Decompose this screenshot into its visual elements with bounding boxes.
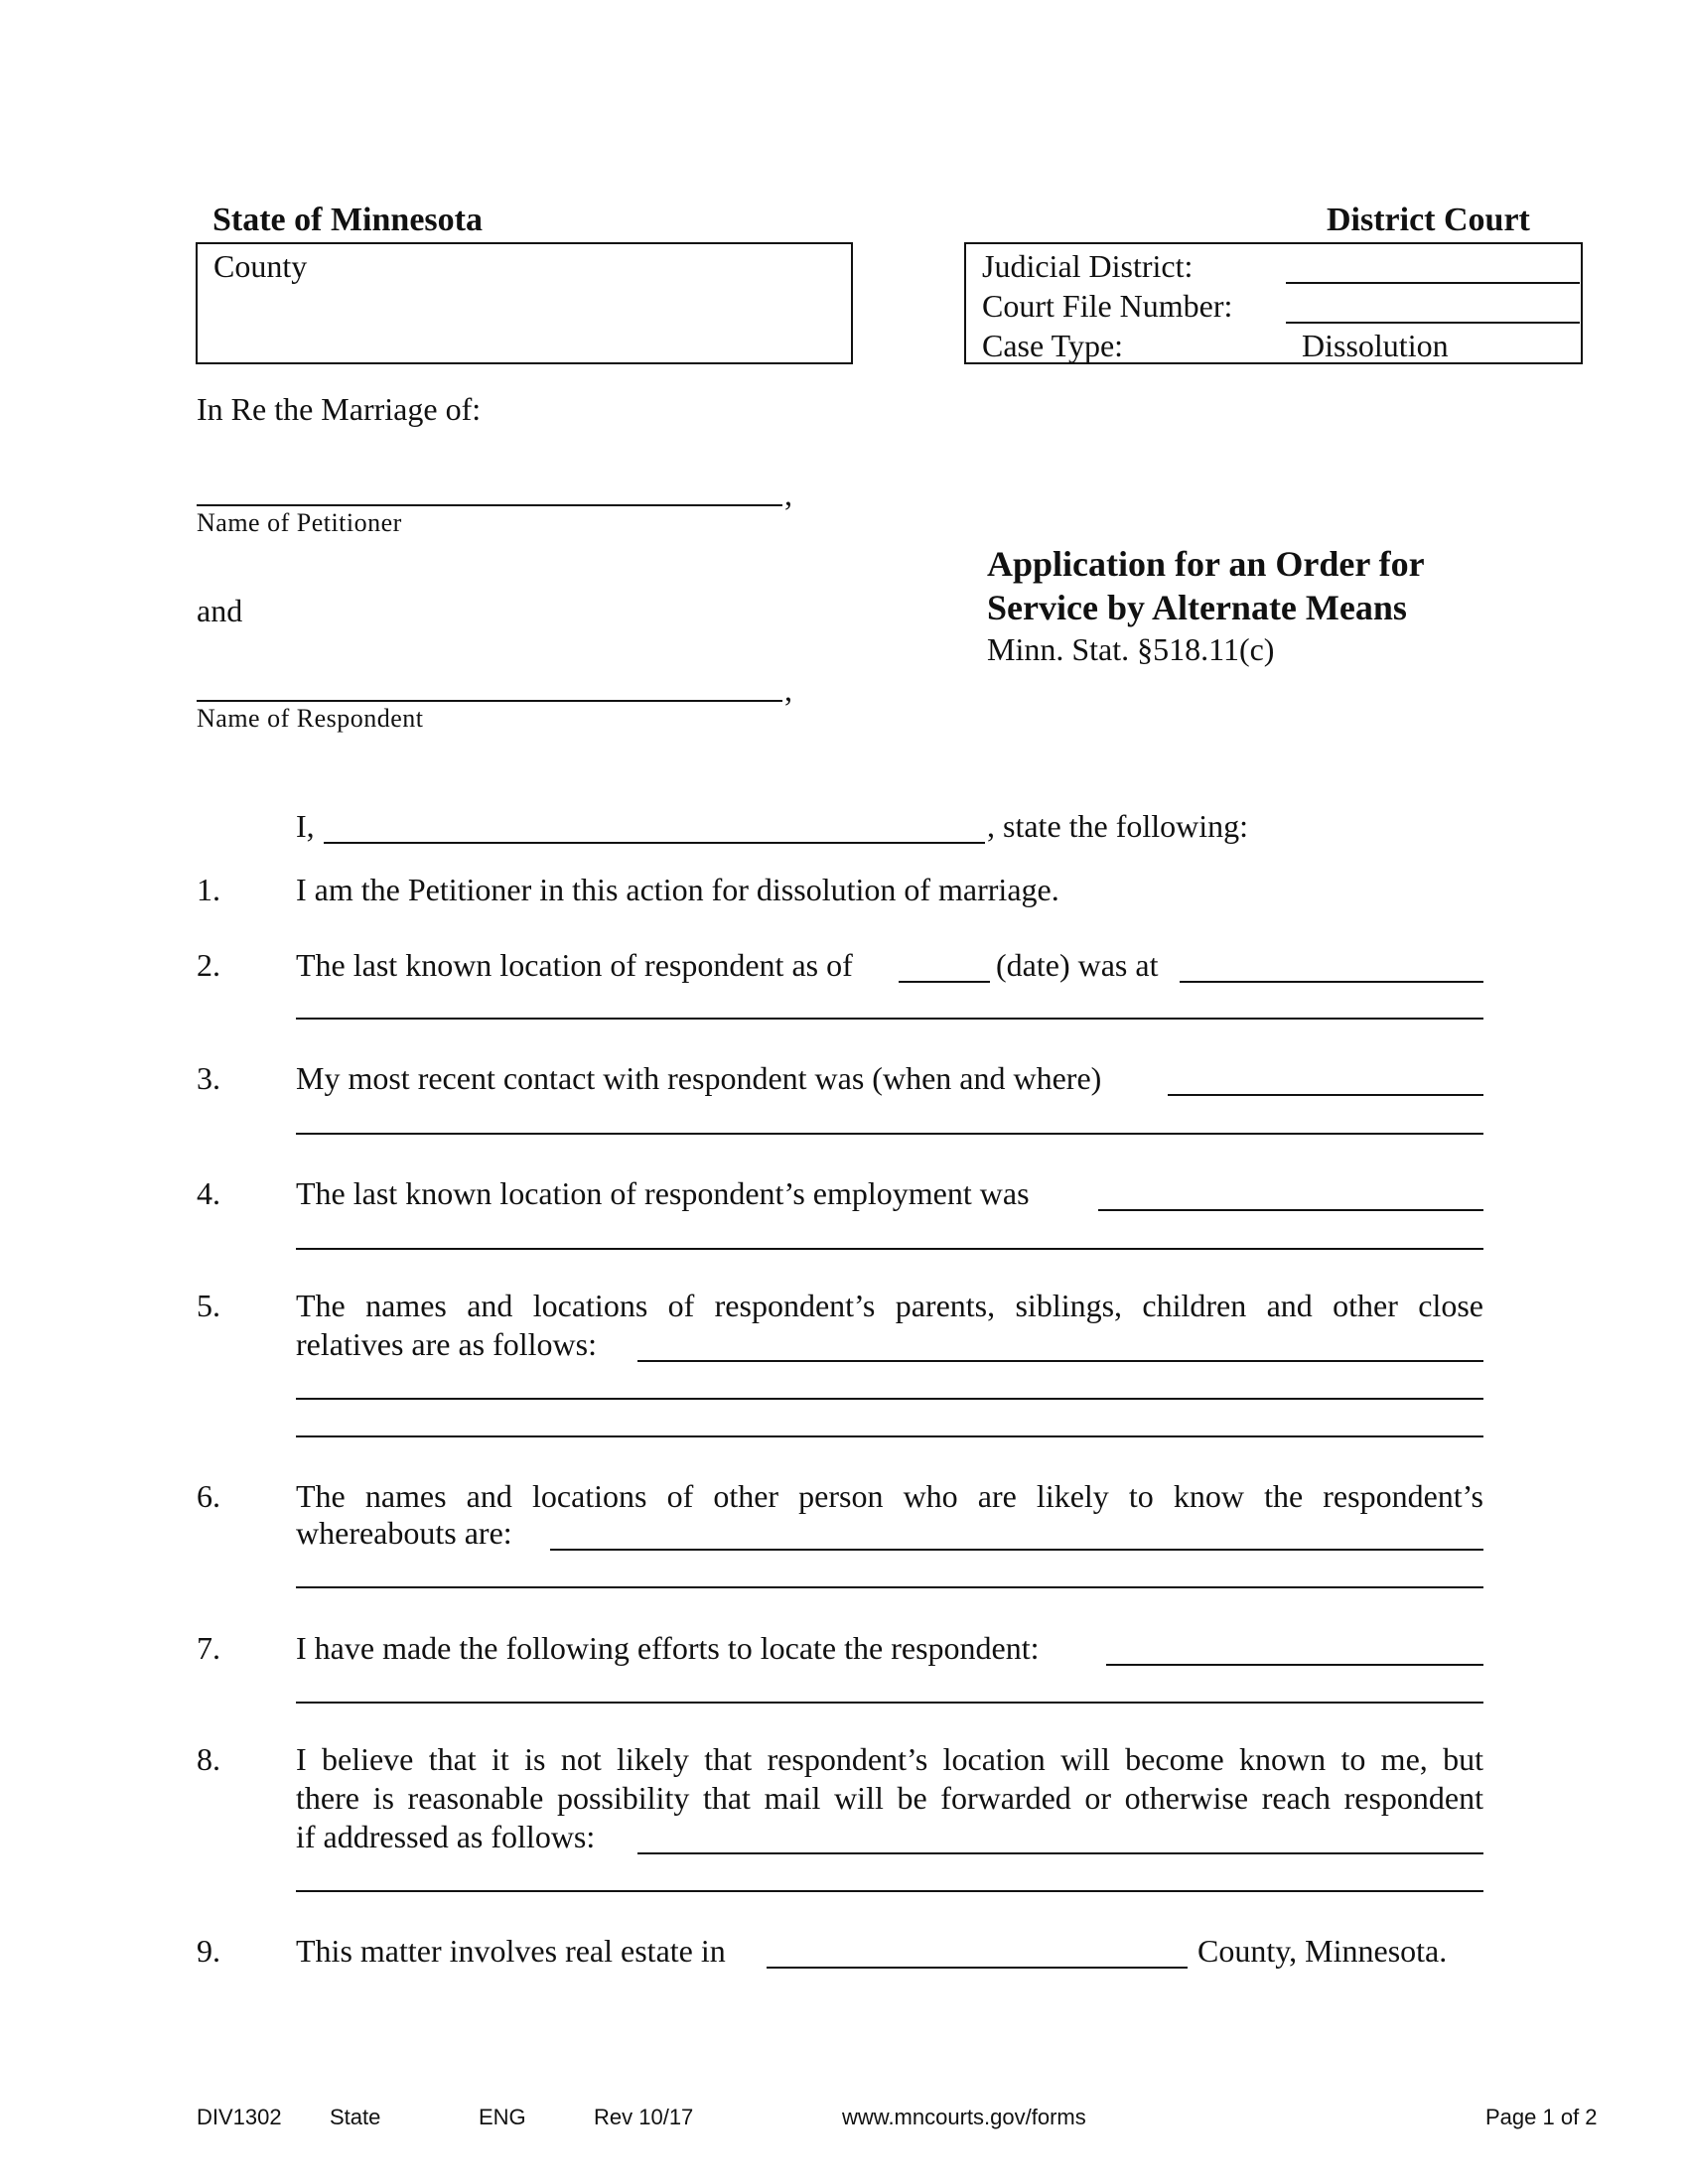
footer-url-link[interactable]: www.mncourts.gov/forms xyxy=(842,2105,1086,2129)
employment-location-input-2[interactable] xyxy=(296,1210,1483,1250)
and-label: and xyxy=(197,593,243,628)
court-heading: District Court xyxy=(1327,202,1530,238)
last-known-date-input[interactable] xyxy=(899,943,990,983)
item-text-4: The last known location of respondent’s employment was xyxy=(296,1175,1030,1211)
state-heading: State of Minnesota xyxy=(212,202,483,238)
judicial-district-input[interactable] xyxy=(1286,244,1580,284)
item-text-8a: I believe that it is not likely that respondent’s location will become known to me, but xyxy=(296,1741,1483,1777)
last-known-location-input[interactable] xyxy=(1180,943,1483,983)
form-title-line2: Service by Alternate Means xyxy=(987,588,1407,627)
judicial-district-label: Judicial District: xyxy=(982,248,1194,284)
item-number-3: 3. xyxy=(197,1060,220,1096)
case-info-box xyxy=(964,242,1583,364)
county-box[interactable] xyxy=(196,242,853,364)
item-text-9b: County, Minnesota. xyxy=(1197,1933,1448,1969)
relatives-input[interactable] xyxy=(637,1322,1483,1362)
affiant-name-input[interactable] xyxy=(324,804,985,844)
efforts-input-2[interactable] xyxy=(296,1664,1483,1704)
petitioner-name-input[interactable] xyxy=(197,467,782,506)
other-persons-input[interactable] xyxy=(550,1511,1483,1551)
forwarding-address-input-2[interactable] xyxy=(296,1852,1483,1892)
recent-contact-input-2[interactable] xyxy=(296,1095,1483,1135)
intro-suffix: , state the following: xyxy=(987,808,1249,844)
other-persons-input-2[interactable] xyxy=(296,1549,1483,1588)
item-text-8b: there is reasonable possibility that mail will be forwarded or otherwise reach respondent xyxy=(296,1780,1483,1816)
county-label: County xyxy=(213,248,308,284)
relatives-input-2[interactable] xyxy=(296,1360,1483,1400)
footer-state: State xyxy=(330,2105,381,2129)
relatives-input-3[interactable] xyxy=(296,1398,1483,1437)
item-text-5a: The names and locations of respondent’s parents, siblings, children and other close xyxy=(296,1288,1483,1323)
item-text-1: I am the Petitioner in this action for dissolution of marriage. xyxy=(296,872,1059,907)
respondent-label: Name of Respondent xyxy=(197,704,424,733)
court-file-number-label: Court File Number: xyxy=(982,288,1233,324)
respondent-comma: , xyxy=(784,672,792,708)
item-text-3: My most recent contact with respondent was (when and where) xyxy=(296,1060,1102,1096)
item-number-1: 1. xyxy=(197,872,220,907)
item-number-2: 2. xyxy=(197,947,220,983)
intro-prefix: I, xyxy=(296,808,315,844)
employment-location-input[interactable] xyxy=(1098,1171,1483,1211)
item-text-9a: This matter involves real estate in xyxy=(296,1933,726,1969)
form-title-line1: Application for an Order for xyxy=(987,544,1425,584)
statute-citation: Minn. Stat. §518.11(c) xyxy=(987,631,1275,667)
item-number-4: 4. xyxy=(197,1175,220,1211)
item-number-7: 7. xyxy=(197,1630,220,1666)
recent-contact-input[interactable] xyxy=(1168,1056,1483,1096)
forwarding-address-input[interactable] xyxy=(637,1815,1483,1854)
case-type-value: Dissolution xyxy=(1302,328,1449,363)
footer-revision: Rev 10/17 xyxy=(594,2105,694,2129)
efforts-input[interactable] xyxy=(1106,1626,1483,1666)
case-type-label: Case Type: xyxy=(982,328,1124,363)
respondent-name-input[interactable] xyxy=(197,662,782,702)
item-number-8: 8. xyxy=(197,1741,220,1777)
item-number-6: 6. xyxy=(197,1478,220,1514)
real-estate-county-input[interactable] xyxy=(767,1929,1188,1969)
item-text-5b: relatives are as follows: xyxy=(296,1326,597,1362)
petitioner-label: Name of Petitioner xyxy=(197,508,402,537)
item-number-5: 5. xyxy=(197,1288,220,1323)
footer-form-id: DIV1302 xyxy=(197,2105,282,2129)
item-text-8c: if addressed as follows: xyxy=(296,1819,596,1854)
item-text-2a: The last known location of respondent as of xyxy=(296,947,853,983)
item-number-9: 9. xyxy=(197,1933,220,1969)
footer-language: ENG xyxy=(479,2105,526,2129)
item-text-6a: The names and locations of other person who are likely to know the respondent’s xyxy=(296,1478,1483,1514)
footer-page-number: Page 1 of 2 xyxy=(1485,2105,1598,2129)
petitioner-comma: , xyxy=(784,477,792,512)
item-text-6b: whereabouts are: xyxy=(296,1515,512,1551)
in-re-marriage-label: In Re the Marriage of: xyxy=(197,391,482,427)
last-known-location-input-2[interactable] xyxy=(296,980,1483,1020)
item-text-7: I have made the following efforts to locate the respondent: xyxy=(296,1630,1040,1666)
court-file-number-input[interactable] xyxy=(1286,284,1580,324)
item-text-2b: (date) was at xyxy=(996,947,1159,983)
